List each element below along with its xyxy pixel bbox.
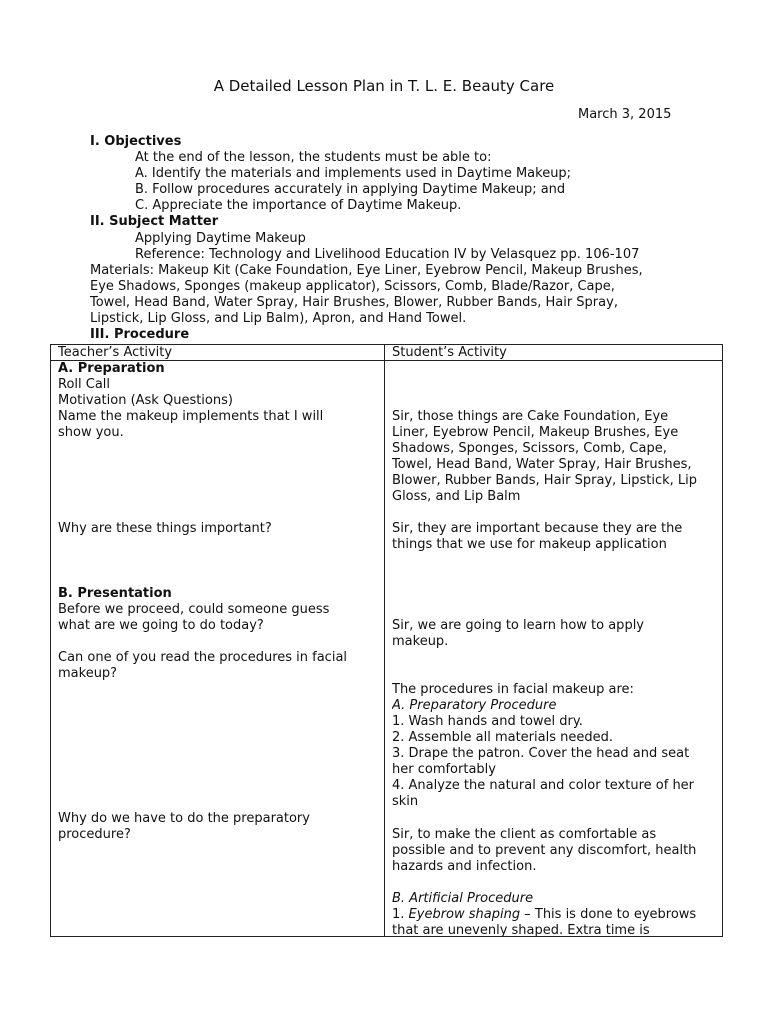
student-answer: Shadows, Sponges, Scissors, Comb, Cape, xyxy=(392,441,667,456)
preparatory-procedure-heading: A. Preparatory Procedure xyxy=(392,698,557,713)
step-term: Eyebrow shaping xyxy=(408,907,521,922)
procedure-step: her comfortably xyxy=(392,762,496,777)
subject-topic: Applying Daytime Makeup xyxy=(135,231,306,246)
objective-item: B. Follow procedures accurately in applying Daytime Makeup; and xyxy=(135,182,566,197)
procedure-table xyxy=(50,344,723,937)
student-answer: Sir, those things are Cake Foundation, Eye xyxy=(392,409,669,424)
teacher-question: Before we proceed, could someone guess xyxy=(58,602,330,617)
procedure-step: 1. Wash hands and towel dry. xyxy=(392,714,583,729)
student-answer: makeup. xyxy=(392,634,449,649)
artificial-procedure-heading: B. Artificial Procedure xyxy=(392,891,534,906)
procedure-step: that are unevenly shaped. Extra time is xyxy=(392,923,650,936)
procedure-step: 3. Drape the patron. Cover the head and seat xyxy=(392,746,690,761)
student-answer: hazards and infection. xyxy=(392,859,537,874)
motivation: Motivation (Ask Questions) xyxy=(58,393,233,408)
procedures-intro: The procedures in facial makeup are: xyxy=(392,682,634,697)
document-title: A Detailed Lesson Plan in T. L. E. Beauty Care xyxy=(213,77,555,95)
teacher-column-header: Teacher’s Activity xyxy=(51,345,385,361)
materials-line: Eye Shadows, Sponges (makeup applicator), Scissors, Comb, Blade/Razor, Cape, xyxy=(90,279,615,294)
teacher-question: Can one of you read the procedures in facial xyxy=(58,650,348,665)
teacher-question: Name the makeup implements that I will xyxy=(58,409,324,424)
teacher-question: what are we going to do today? xyxy=(58,618,264,633)
lesson-date: March 3, 2015 xyxy=(578,107,672,122)
subject-matter-heading: II. Subject Matter xyxy=(90,214,219,229)
teacher-question: procedure? xyxy=(58,827,131,842)
step-description: – This is done to eyebrows xyxy=(520,907,697,922)
student-answer: Sir, to make the client as comfortable as xyxy=(392,827,657,842)
teacher-question: show you. xyxy=(58,425,124,440)
teacher-activity-cell xyxy=(51,361,385,937)
student-column-header: Student’s Activity xyxy=(385,345,723,361)
student-answer: Blower, Rubber Bands, Hair Spray, Lipstick, Lip xyxy=(392,473,698,488)
objectives-intro: At the end of the lesson, the students must be able to: xyxy=(135,150,492,165)
procedure-step: 4. Analyze the natural and color texture of her xyxy=(392,778,695,793)
objective-item: A. Identify the materials and implements used in Daytime Makeup; xyxy=(135,166,572,181)
procedure-step: 2. Assemble all materials needed. xyxy=(392,730,613,745)
student-answer: possible and to prevent any discomfort, health xyxy=(392,843,697,858)
student-answer: Towel, Head Band, Water Spray, Hair Brushes, xyxy=(392,457,692,472)
objectives-heading: I. Objectives xyxy=(90,134,182,149)
student-answer: Sir, they are important because they are the xyxy=(392,521,683,536)
teacher-question: Why are these things important? xyxy=(58,521,272,536)
student-activity-cell xyxy=(385,361,723,937)
roll-call: Roll Call xyxy=(58,377,111,392)
table-row xyxy=(51,361,723,937)
subject-reference: Reference: Technology and Livelihood Education IV by Velasquez pp. 106-107 xyxy=(135,247,640,262)
materials-line: Materials: Makeup Kit (Cake Foundation, Eye Liner, Eyebrow Pencil, Makeup Brushes, xyxy=(90,263,643,278)
presentation-heading: B. Presentation xyxy=(58,586,172,601)
student-answer: Sir, we are going to learn how to apply xyxy=(392,618,644,633)
procedure-step xyxy=(392,907,696,923)
teacher-question: makeup? xyxy=(58,666,118,681)
student-answer: Gloss, and Lip Balm xyxy=(392,489,521,504)
materials-line: Towel, Head Band, Water Spray, Hair Brushes, Blower, Rubber Bands, Hair Spray, xyxy=(90,295,618,310)
step-number: 1. xyxy=(392,907,409,922)
student-answer: Liner, Eyebrow Pencil, Makeup Brushes, Eye xyxy=(392,425,679,440)
student-answer: things that we use for makeup application xyxy=(392,537,667,552)
teacher-question: Why do we have to do the preparatory xyxy=(58,811,310,826)
objective-item: C. Appreciate the importance of Daytime Makeup. xyxy=(135,198,462,213)
table-header-row xyxy=(51,345,723,361)
procedure-step: skin xyxy=(392,794,419,809)
procedure-heading: III. Procedure xyxy=(90,327,190,342)
materials-line: Lipstick, Lip Gloss, and Lip Balm), Apron, and Hand Towel. xyxy=(90,311,467,326)
preparation-heading: A. Preparation xyxy=(58,361,165,376)
